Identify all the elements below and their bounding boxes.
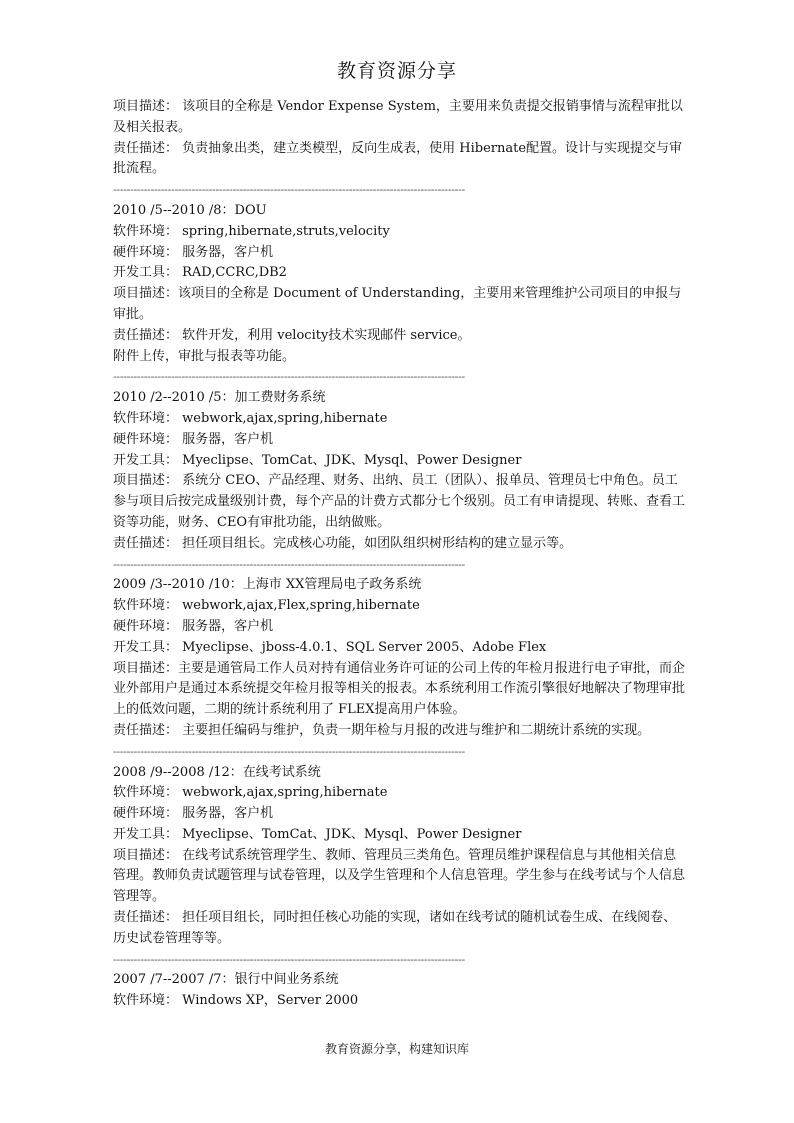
project-description: 项目描述：主要是通管局工作人员对持有通信业务许可证的公司上传的年检月报进行电子审批，而企业外部用户是通过本系统提交年检月报等相关的报表。本系统利用工作流引擎很好地解决了物理审批上的低效问题，二期的统计系统利用了 FLEX提高用户体验。 [113, 660, 686, 718]
section-divider: ------------------------------------------------------------------------------------------------------- [113, 183, 465, 197]
page-title: 教育资源分享 [336, 60, 457, 82]
section-divider: ------------------------------------------------------------------------------------------------------- [113, 370, 465, 384]
responsibility-description: 责任描述： 担任项目组长，同时担任核心功能的实现，诸如在线考试的随机试卷生成、在线阅卷、历史试卷管理等等。 [113, 910, 677, 946]
software-environment: 软件环境： webwork,ajax,spring,hibernate [113, 785, 388, 801]
responsibility-description: 责任描述： 负责抽象出类，建立类模型，反向生成表，使用 Hibernate配置。设计与实现提交与审批流程。 [113, 140, 683, 177]
project-description: 项目描述： 系统分 CEO、产品经理、财务、出纳、员工（团队）、报单员、管理员七中角色。员工参与项目后按完成量级别计费，每个产品的计费方式都分七个级别。员工有申请提现、转账、查看工资等功能，财务、CEO有审批功能，出纳做账。 [113, 473, 686, 530]
software-environment: 软件环境： webwork,ajax,spring,hibernate [113, 410, 388, 426]
responsibility-description: 责任描述： 软件开发，利用 velocity技术实现邮件 service。 [113, 327, 471, 343]
hardware-environment: 硬件环境： 服务器，客户机 [113, 244, 274, 260]
software-environment: 软件环境： Windows XP，Server 2000 [113, 993, 359, 1009]
section-divider: ------------------------------------------------------------------------------------------------------- [113, 557, 465, 571]
project-description: 项目描述： 该项目的全称是 Vendor Expense System，主要用来负责提交报销事情与流程审批以及相关报表。 [113, 99, 683, 135]
responsibility-description: 责任描述： 主要担任编码与维护，负责一期年检与月报的改进与维护和二期统计系统的实现。 [113, 722, 651, 738]
dev-tools: 开发工具： Myeclipse、TomCat、JDK、Mysql、Power Designer [113, 826, 522, 842]
software-environment: 软件环境： webwork,ajax,Flex,spring,hibernate [113, 598, 420, 614]
hardware-environment: 硬件环境： 服务器，客户机 [113, 806, 274, 822]
dev-tools: 开发工具： Myeclipse、TomCat、JDK、Mysql、Power Designer [113, 452, 522, 468]
page-footer: 教育资源分享，构建知识库 [324, 1042, 469, 1056]
project-description: 项目描述： 在线考试系统管理学生、教师、管理员三类角色。管理员维护课程信息与其他相关信息管理。教师负责试题管理与试卷管理，以及学生管理和个人信息管理。学生参与在线考试与个人信息管理等。 [113, 847, 686, 905]
project-heading: 2010 /2--2010 /5：加工费财务系统 [113, 390, 326, 406]
dev-tools: 开发工具： RAD,CCRC,DB2 [113, 265, 287, 281]
project-heading: 2009 /3--2010 /10：上海市 XX管理局电子政务系统 [113, 577, 422, 593]
hardware-environment: 硬件环境： 服务器，客户机 [113, 618, 274, 634]
project-heading: 2008 /9--2008 /12：在线考试系统 [113, 764, 321, 780]
document-body [113, 97, 688, 1012]
section-divider: ------------------------------------------------------------------------------------------------------- [113, 952, 465, 966]
software-environment: 软件环境： spring,hibernate,struts,velocity [113, 223, 390, 239]
hardware-environment: 硬件环境： 服务器，客户机 [113, 431, 274, 447]
project-description: 项目描述：该项目的全称是 Document of Understanding，主要用来管理维护公司项目的申报与审批。 [113, 286, 682, 322]
section-divider: ------------------------------------------------------------------------------------------------------- [113, 744, 465, 758]
dev-tools: 开发工具： Myeclipse、jboss-4.0.1、SQL Server 2005、Adobe Flex [113, 639, 547, 655]
project-heading: 2010 /5--2010 /8：DOU [113, 202, 267, 218]
responsibility-continued: 附件上传，审批与报表等功能。 [113, 348, 296, 364]
project-heading: 2007 /7--2007 /7：银行中间业务系统 [113, 972, 339, 988]
responsibility-description: 责任描述： 担任项目组长。完成核心功能，如团队组织树形结构的建立显示等。 [113, 535, 573, 551]
